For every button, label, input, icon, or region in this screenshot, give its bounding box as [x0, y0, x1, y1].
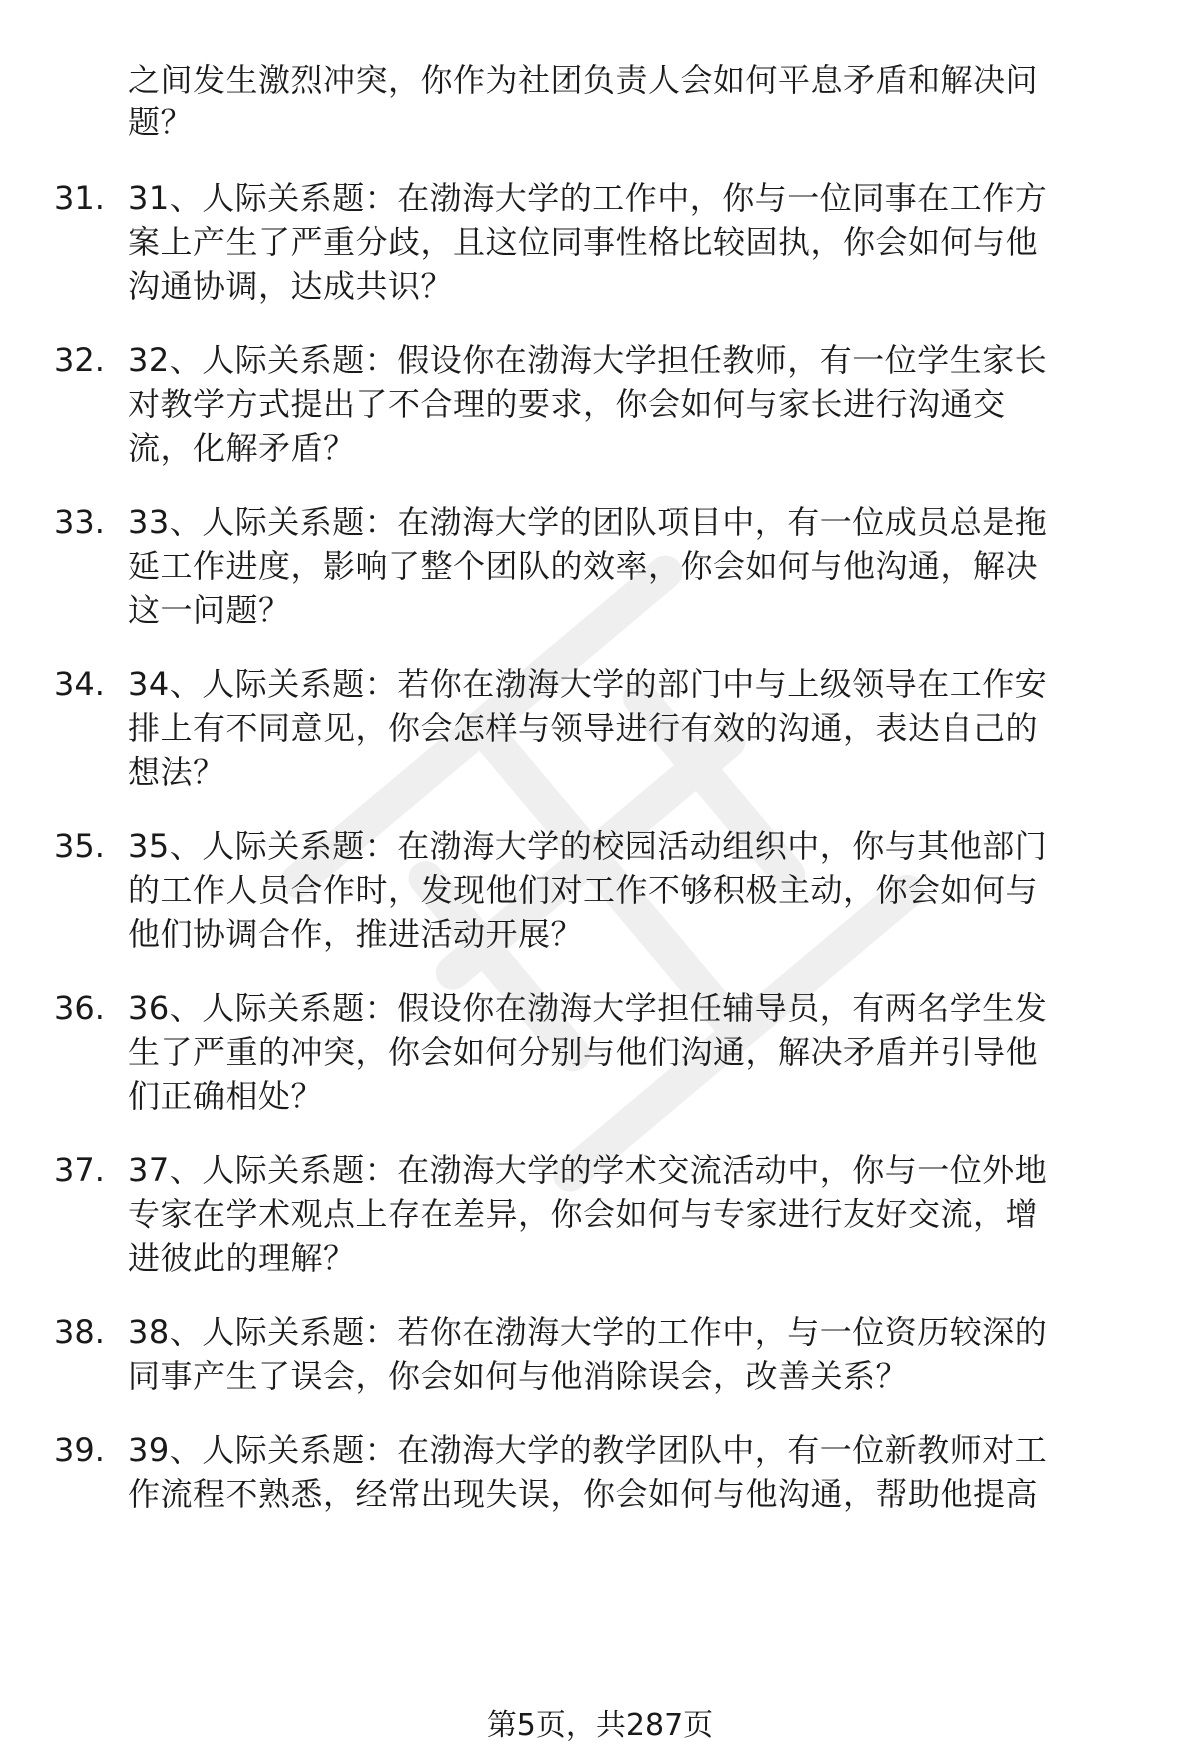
text-line: 题？	[128, 103, 194, 141]
text-line: 38、人际关系题：若你在渤海大学的工作中，与一位资历较深的	[128, 1313, 1048, 1351]
text-line: 之间发生激烈冲突，你作为社团负责人会如何平息矛盾和解决问	[128, 61, 1039, 99]
text-line: 他们协调合作，推进活动开展？	[128, 915, 584, 953]
text-line: 31、人际关系题：在渤海大学的工作中，你与一位同事在工作方	[128, 179, 1048, 217]
text-line: 排上有不同意见，你会怎样与领导进行有效的沟通，表达自己的	[128, 709, 1039, 747]
text-line: 延工作进度，影响了整个团队的效率，你会如何与他沟通，解决	[128, 547, 1039, 585]
text-line: 进彼此的理解？	[128, 1239, 356, 1277]
text-line: 作流程不熟悉，经常出现失误，你会如何与他沟通，帮助他提高	[128, 1475, 1039, 1513]
text-line: 39、人际关系题：在渤海大学的教学团队中，有一位新教师对工	[128, 1431, 1048, 1469]
text-line: 32、人际关系题：假设你在渤海大学担任教师，有一位学生家长	[128, 341, 1048, 379]
text-line: 们正确相处？	[128, 1077, 324, 1115]
item-number: 34.	[54, 665, 105, 703]
text-line: 同事产生了误会，你会如何与他消除误会，改善关系？	[128, 1357, 909, 1395]
item-number: 35.	[54, 827, 105, 865]
text-line: 专家在学术观点上存在差异，你会如何与专家进行友好交流，增	[128, 1195, 1039, 1233]
text-line: 36、人际关系题：假设你在渤海大学担任辅导员，有两名学生发	[128, 989, 1048, 1027]
text-line: 对教学方式提出了不合理的要求，你会如何与家长进行沟通交	[128, 385, 1006, 423]
text-line: 案上产生了严重分歧，且这位同事性格比较固执，你会如何与他	[128, 223, 1039, 261]
item-number: 33.	[54, 503, 105, 541]
text-line: 这一问题？	[128, 591, 291, 629]
text-line: 37、人际关系题：在渤海大学的学术交流活动中，你与一位外地	[128, 1151, 1048, 1189]
item-number: 36.	[54, 989, 105, 1027]
item-number: 39.	[54, 1431, 105, 1469]
item-number: 37.	[54, 1151, 105, 1189]
item-number: 38.	[54, 1313, 105, 1351]
text-line: 生了严重的冲突，你会如何分别与他们沟通，解决矛盾并引导他	[128, 1033, 1039, 1071]
page-footer: 第5页，共287页	[486, 1708, 714, 1743]
text-line: 沟通协调，达成共识？	[128, 267, 454, 305]
item-number: 31.	[54, 179, 105, 217]
text-line: 34、人际关系题：若你在渤海大学的部门中与上级领导在工作安	[128, 665, 1048, 703]
text-line: 35、人际关系题：在渤海大学的校园活动组织中，你与其他部门	[128, 827, 1048, 865]
item-number: 32.	[54, 341, 105, 379]
text-line: 想法？	[128, 753, 226, 791]
text-line: 33、人际关系题：在渤海大学的团队项目中，有一位成员总是拖	[128, 503, 1048, 541]
text-line: 的工作人员合作时，发现他们对工作不够积极主动，你会如何与	[128, 871, 1039, 909]
text-line: 流，化解矛盾？	[128, 429, 356, 467]
